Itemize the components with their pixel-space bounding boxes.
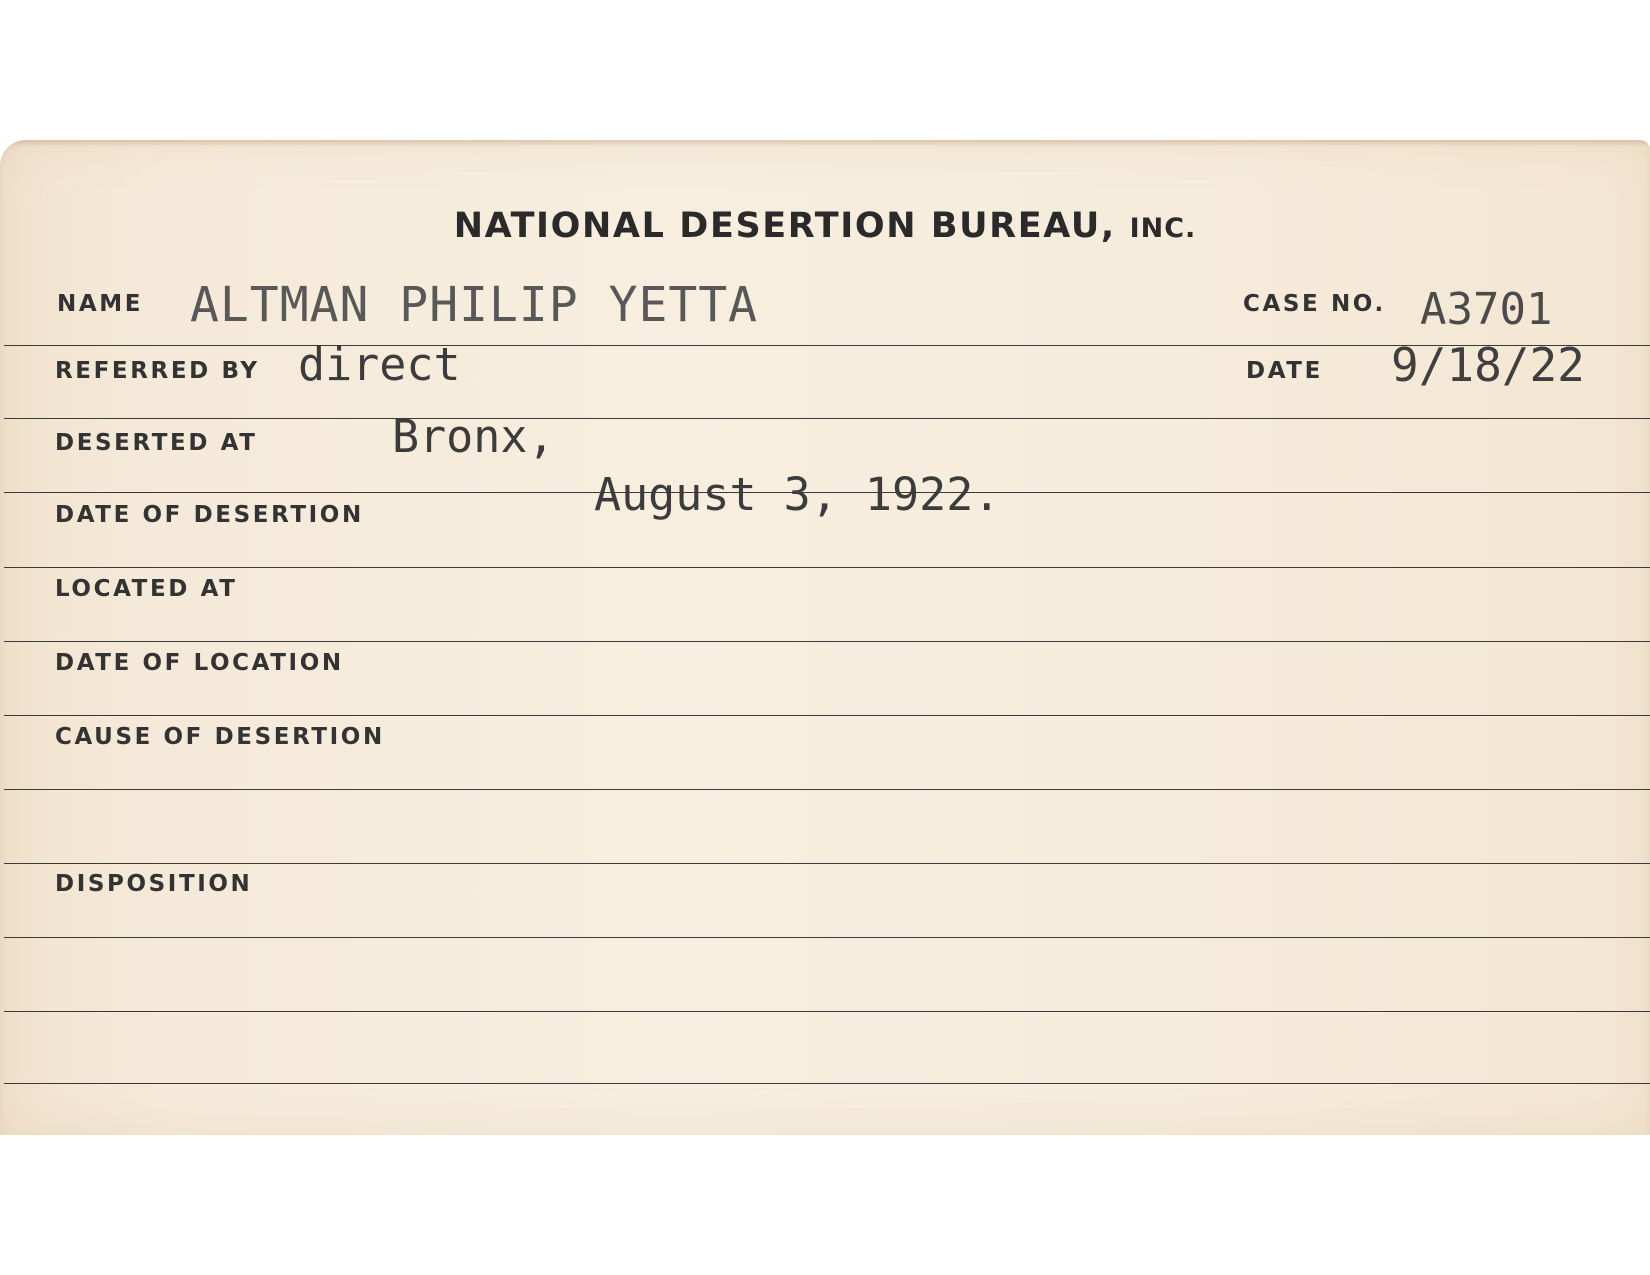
rule-disposition-line-3 <box>4 1083 1650 1084</box>
card-top-edge <box>0 140 1650 146</box>
date-of-location-label: DATE OF LOCATION <box>55 650 344 676</box>
rule-date-of-location <box>4 715 1650 716</box>
date-label: DATE <box>1246 358 1323 384</box>
deserted-at-value: Bronx, <box>392 410 555 463</box>
card-title-suffix: INC. <box>1129 213 1197 244</box>
rule-date-of-desertion <box>4 567 1650 568</box>
deserted-at-label: DESERTED AT <box>55 430 258 456</box>
referred-by-value: direct <box>298 338 461 391</box>
located-at-label: LOCATED AT <box>55 576 238 602</box>
date-value: 9/18/22 <box>1391 338 1585 392</box>
case-no-label: CASE NO. <box>1243 291 1386 317</box>
cause-of-desertion-label: CAUSE OF DESERTION <box>55 724 385 750</box>
rule-cause-continuation <box>4 863 1650 864</box>
date-of-desertion-value: August 3, 1922. <box>594 468 1001 521</box>
rule-referred <box>4 418 1650 419</box>
name-label: NAME <box>57 291 144 317</box>
date-of-desertion-label: DATE OF DESERTION <box>55 502 364 528</box>
rule-located-at <box>4 641 1650 642</box>
rule-disposition <box>4 937 1650 938</box>
name-value: ALTMAN PHILIP YETTA <box>190 277 759 333</box>
disposition-label: DISPOSITION <box>55 871 253 897</box>
index-card <box>0 140 1650 1135</box>
card-title <box>0 206 1650 246</box>
case-no-value: A3701 <box>1420 284 1553 335</box>
rule-cause-of-desertion <box>4 789 1650 790</box>
rule-disposition-line-2 <box>4 1011 1650 1012</box>
referred-by-label: REFERRED BY <box>55 358 260 384</box>
card-title-main: NATIONAL DESERTION BUREAU, <box>453 206 1116 246</box>
